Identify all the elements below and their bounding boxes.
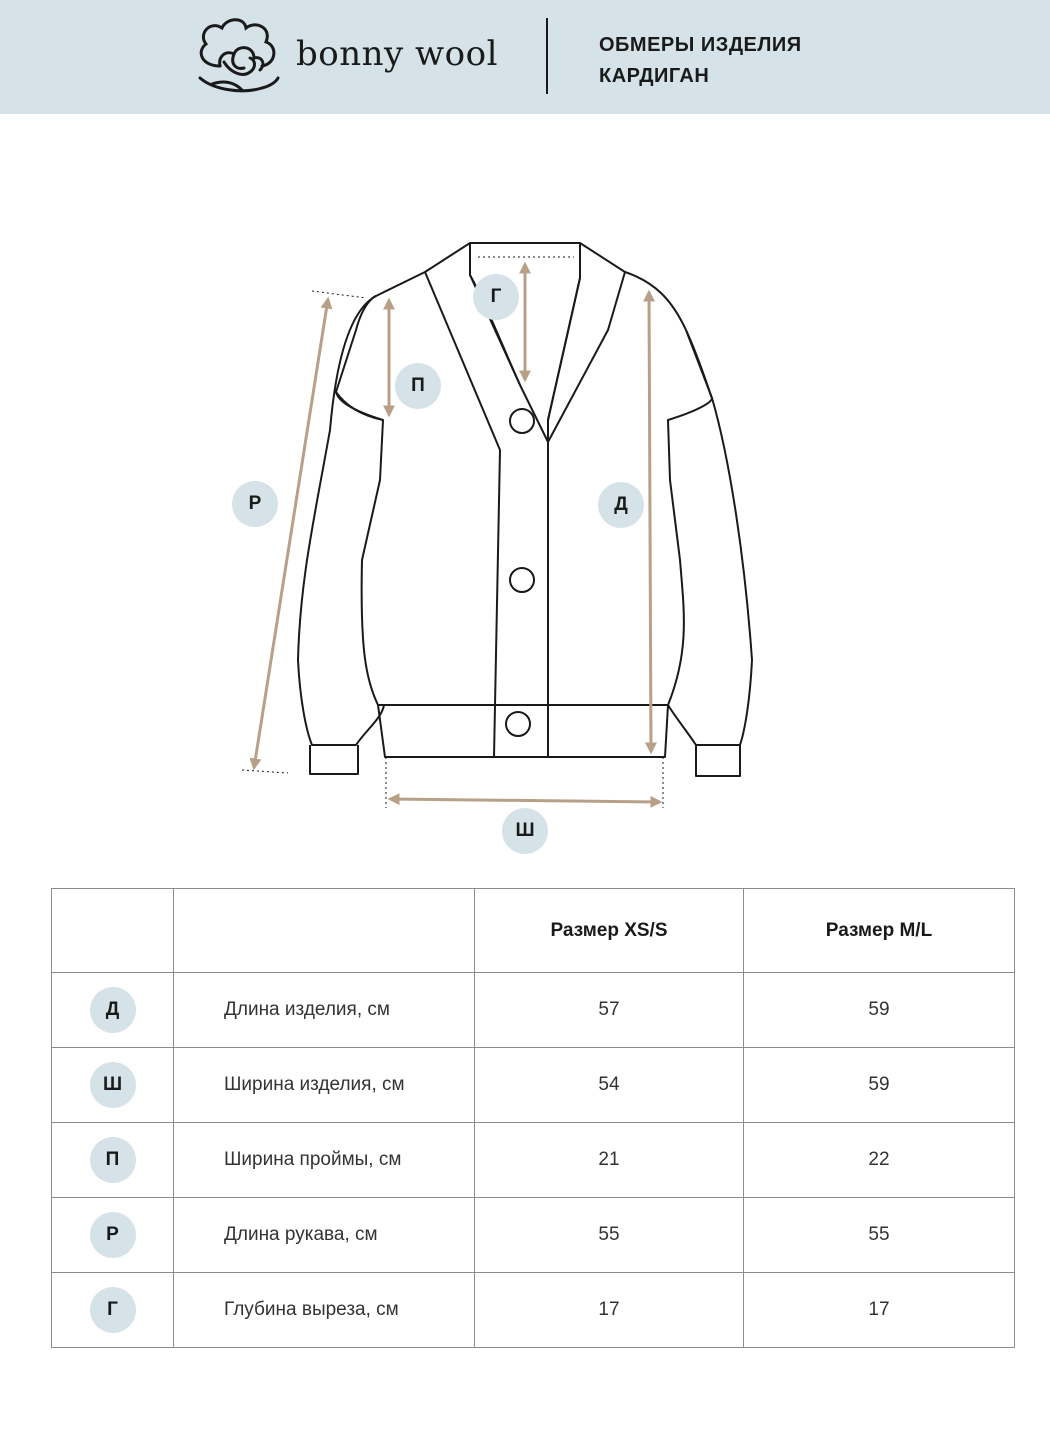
row-name: Глубина выреза, см [174, 1273, 475, 1348]
row-value-m-l: 55 [744, 1198, 1015, 1273]
row-value-xs-s: 55 [475, 1198, 744, 1273]
label-neckline-depth: Г [473, 274, 519, 320]
row-value-xs-s: 54 [475, 1048, 744, 1123]
row-value-m-l: 59 [744, 1048, 1015, 1123]
label-garment-width: Ш [502, 808, 548, 854]
row-name: Ширина изделия, см [174, 1048, 475, 1123]
header-name [174, 889, 475, 973]
row-value-m-l: 59 [744, 973, 1015, 1048]
header-divider [546, 18, 548, 94]
table-row [52, 1273, 1015, 1348]
header-code [52, 889, 174, 973]
label-armhole-width: П [395, 363, 441, 409]
row-value-xs-s: 21 [475, 1123, 744, 1198]
cardigan-diagram [0, 114, 1050, 874]
document-title [599, 30, 802, 92]
row-code-cell [52, 1198, 174, 1273]
table-header-row [52, 889, 1015, 973]
row-value-m-l: 17 [744, 1273, 1015, 1348]
width-arrow [390, 799, 660, 802]
header-size-xs-s: Размер XS/S [475, 889, 744, 973]
row-value-xs-s: 57 [475, 973, 744, 1048]
length-arrow [649, 292, 651, 752]
row-code-cell [52, 973, 174, 1048]
row-code-cell [52, 1048, 174, 1123]
buttons [506, 409, 534, 736]
row-code-badge: П [90, 1137, 136, 1183]
brand-name: bonny wool [296, 34, 498, 74]
row-name: Длина рукава, см [174, 1198, 475, 1273]
cotton-flower-icon [190, 14, 300, 98]
cardigan-outline [0, 114, 1050, 874]
header [0, 0, 1050, 114]
table-row [52, 1198, 1015, 1273]
label-garment-length: Д [598, 482, 644, 528]
row-code-badge: Д [90, 987, 136, 1033]
title-line-2: КАРДИГАН [599, 65, 710, 87]
row-value-xs-s: 17 [475, 1273, 744, 1348]
row-code-badge: Г [90, 1287, 136, 1333]
table-row [52, 1123, 1015, 1198]
row-code-cell [52, 1123, 174, 1198]
row-name: Длина изделия, см [174, 973, 475, 1048]
table-row [52, 1048, 1015, 1123]
row-code-badge: Ш [90, 1062, 136, 1108]
sleeve-arrow [254, 299, 328, 768]
title-line-1: ОБМЕРЫ ИЗДЕЛИЯ [599, 34, 802, 56]
row-code-badge: Р [90, 1212, 136, 1258]
table-row [52, 973, 1015, 1048]
row-name: Ширина проймы, см [174, 1123, 475, 1198]
label-sleeve-length: Р [232, 481, 278, 527]
measurements-table [51, 888, 1015, 1348]
row-value-m-l: 22 [744, 1123, 1015, 1198]
brand-logo [190, 14, 500, 98]
row-code-cell [52, 1273, 174, 1348]
header-size-m-l: Размер M/L [744, 889, 1015, 973]
